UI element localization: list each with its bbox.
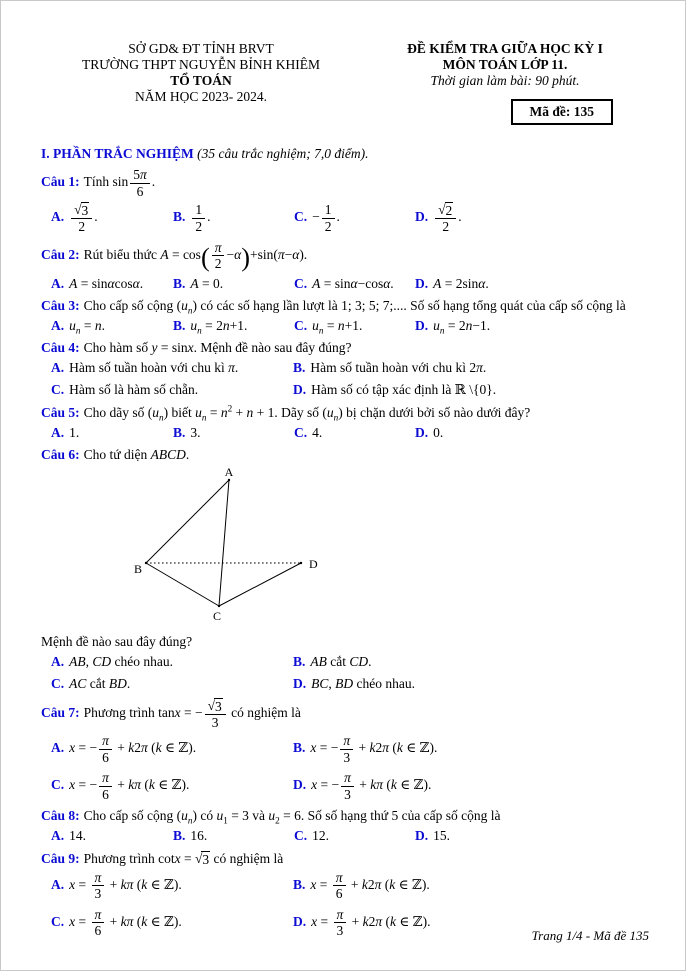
section-note: (35 câu trắc nghiệm; 7,0 điểm). [193, 146, 369, 161]
option-text: AB, CD chéo nhau. [69, 654, 173, 670]
option-letter: B. [293, 360, 306, 376]
option-letter: A. [51, 740, 65, 756]
question-1-text: Tính sin $\frac{5\pi}{6}$ . [83, 167, 156, 199]
question-5-option-c [294, 423, 415, 442]
question-7-option-d [293, 769, 649, 803]
question-1-option-a [51, 201, 173, 236]
question-5-text: Cho dãy số $(u_n)$ biết $u_n = n^2 + n + 1$. Dãy số $(u_n)$ bị chặn dưới bởi số nào dưới đây? [83, 403, 531, 423]
question-6-prompt: Mệnh đề nào sau đây đúng? [41, 634, 193, 650]
question-4-text: Cho hàm số y = sinx. Mệnh đề nào sau đây đúng? [83, 340, 352, 356]
option-text: 0. [433, 424, 444, 440]
question-7 [41, 697, 649, 804]
option-text: √ 2 2 . [433, 209, 462, 224]
vertex-label-D: D [309, 557, 318, 572]
question-2-option-b [173, 274, 294, 293]
option-letter: A. [51, 318, 65, 333]
edge-CD [219, 563, 301, 606]
option-text: A = sinα−cosα. [312, 275, 394, 291]
question-4-option-d [293, 380, 649, 399]
question-7-option-a [51, 732, 293, 766]
option-text: A = 0. [190, 275, 224, 291]
option-text: AC cắt BD. [69, 676, 131, 692]
question-6-option-d [293, 674, 649, 693]
edge-AB [146, 480, 229, 563]
option-letter: C. [51, 777, 65, 793]
question-7-number: Câu 7: [41, 704, 80, 720]
option-text: $u_n = n+1$. [312, 318, 363, 336]
vertex-label-C: C [212, 609, 222, 624]
option-letter: B. [173, 275, 186, 291]
question-7-option-c [51, 769, 293, 803]
option-text: x = $\frac{\pi}{3}$ + k2π (k ∈ ℤ). [311, 906, 431, 939]
question-9-option-b [293, 869, 649, 903]
exam-header [41, 41, 649, 125]
question-5-options [41, 423, 649, 442]
question-4-option-b [293, 358, 649, 377]
option-text: x = $\frac{\pi}{6}$ + kπ (k ∈ ℤ). [69, 906, 182, 939]
group-name: TỔ TOÁN [170, 73, 232, 88]
question-8-options [41, 826, 649, 845]
question-8-option-c [294, 826, 415, 845]
option-letter: C. [294, 424, 308, 440]
question-5-option-a [51, 423, 173, 442]
question-4-statement [41, 338, 649, 357]
option-text: x = $\frac{\pi}{6}$ + k2π (k ∈ ℤ). [310, 869, 430, 902]
question-3-option-c [294, 316, 415, 335]
question-3-option-b [173, 316, 294, 335]
question-4 [41, 338, 649, 399]
question-9-statement [41, 849, 649, 868]
question-1-options [41, 201, 649, 236]
question-6-option-b [293, 652, 649, 671]
header-left-block [41, 41, 361, 125]
school-name: TRƯỜNG THPT NGUYỄN BỈNH KHIÊM [82, 57, 320, 72]
option-text: 4. [312, 424, 323, 440]
question-9-number: Câu 9: [41, 850, 80, 866]
question-1-option-b [173, 201, 294, 236]
option-letter: C. [294, 828, 308, 844]
option-letter: D. [293, 382, 307, 398]
question-3-text: Cho cấp số cộng $(u_n)$ có các số hạng lần lượt là 1; 3; 5; 7;.... Số số hạng tổng quát của cấp số cộng là [83, 297, 626, 316]
question-5-statement [41, 403, 649, 422]
option-text: 12. [312, 828, 329, 844]
option-text: AB cắt CD. [310, 654, 372, 670]
question-6-statement [41, 445, 649, 464]
option-text: √ 3 2 . [69, 209, 98, 224]
school-year: NĂM HỌC 2023- 2024. [134, 89, 267, 104]
option-letter: B. [293, 654, 306, 670]
option-letter: D. [415, 318, 429, 333]
question-2 [41, 239, 649, 293]
question-8-option-b [173, 826, 294, 845]
option-letter: C. [51, 913, 65, 929]
question-4-number: Câu 4: [41, 340, 80, 356]
exam-code-box-wrap [361, 99, 613, 125]
question-3-statement [41, 296, 649, 315]
question-3-option-a [51, 316, 173, 335]
exam-title: ĐỀ KIỂM TRA GIỮA HỌC KỲ I [407, 41, 603, 56]
option-text: Hàm số có tập xác định là ℝ \{0}. [311, 382, 497, 398]
question-2-text: Rút biểu thức A = cos( $\frac{\pi}{2}$ −α)+sin(π−α). [83, 239, 308, 272]
question-9-option-c [51, 906, 293, 940]
option-text: x = − $\frac{\pi}{6}$ + kπ (k ∈ ℤ). [69, 770, 190, 802]
option-text: − $\frac{1}{2}$ . [312, 202, 340, 234]
option-letter: C. [51, 382, 65, 398]
option-letter: C. [294, 209, 308, 225]
tetrahedron-figure [96, 468, 649, 630]
option-letter: C. [294, 318, 308, 333]
option-text: A = sinαcosα. [69, 275, 144, 291]
vertex-C [218, 605, 220, 607]
option-letter: D. [293, 777, 307, 793]
section-heading [41, 144, 649, 163]
option-letter: D. [293, 913, 307, 929]
option-text: BC, BD chéo nhau. [311, 676, 415, 692]
option-text: x = − $\frac{\pi}{6}$ + k2π (k ∈ ℤ). [69, 733, 197, 765]
option-letter: A. [51, 209, 65, 225]
question-5-option-d [415, 423, 649, 442]
question-1-number: Câu 1: [41, 174, 80, 190]
question-2-option-d [415, 274, 649, 293]
option-text: 1. [69, 424, 80, 440]
question-9 [41, 849, 649, 940]
question-6 [41, 445, 649, 694]
option-letter: A. [51, 654, 65, 670]
questions [41, 166, 649, 940]
question-7-options [41, 732, 649, 803]
option-letter: D. [293, 676, 307, 692]
edge-BC [146, 563, 219, 606]
question-5 [41, 403, 649, 442]
option-letter: B. [293, 876, 306, 892]
question-3-options [41, 316, 649, 335]
option-letter: A. [51, 424, 65, 440]
option-letter: A. [51, 828, 65, 844]
option-text: $\frac{1}{2}$ . [190, 209, 210, 224]
option-text: Hàm số tuần hoàn với chu kì 2π. [310, 360, 487, 376]
question-3-option-d [415, 316, 649, 335]
option-text: Hàm số tuần hoàn với chu kì π. [69, 360, 239, 376]
option-letter: D. [415, 209, 429, 225]
question-9-option-a [51, 869, 293, 903]
vertex-label-A: A [224, 468, 234, 480]
exam-duration: Thời gian làm bài: 90 phút. [430, 73, 580, 88]
option-text: x = $\frac{\pi}{3}$ + kπ (k ∈ ℤ). [69, 869, 182, 902]
section-title: I. PHẦN TRẮC NGHIỆM [41, 146, 194, 161]
question-2-number: Câu 2: [41, 246, 80, 262]
option-letter: A. [51, 360, 65, 376]
option-letter: B. [173, 209, 186, 225]
option-letter: A. [51, 275, 65, 291]
question-8-text: Cho cấp số cộng $(u_n)$ có $u_1 = 3$ và $u_2 = 6$. Số số hạng thứ 5 của cấp số cộng là [83, 808, 501, 826]
question-7-option-b [293, 732, 649, 766]
question-1-option-d [415, 201, 649, 236]
question-2-option-c [294, 274, 415, 293]
option-letter: D. [415, 828, 429, 844]
option-text: x = − $\frac{\pi}{3}$ + kπ (k ∈ ℤ). [311, 770, 432, 802]
question-5-number: Câu 5: [41, 404, 80, 420]
page-footer: Trang 1/4 - Mã đề 135 [531, 928, 649, 943]
option-text: Hàm số là hàm số chẵn. [69, 382, 199, 398]
question-8-option-d [415, 826, 649, 845]
option-text: $u_n = n$. [69, 318, 105, 336]
question-8 [41, 806, 649, 845]
option-text: $u_n = 2n-1$. [433, 318, 491, 336]
option-text: A = 2sinα. [433, 275, 489, 291]
option-text: 16. [190, 828, 208, 844]
question-9-text: Phương trình cotx = √ 3 có nghiệm là [83, 850, 284, 867]
vertex-B [145, 562, 147, 564]
question-8-statement [41, 806, 649, 825]
option-text: $u_n = 2n+1$. [190, 318, 248, 336]
question-4-option-c [51, 380, 293, 399]
question-1 [41, 166, 649, 236]
question-2-statement [41, 239, 649, 273]
option-letter: B. [293, 740, 306, 756]
question-4-option-a [51, 358, 293, 377]
option-letter: C. [294, 275, 308, 291]
question-6-options [41, 652, 649, 693]
option-letter: D. [415, 424, 429, 440]
option-letter: A. [51, 876, 65, 892]
vertex-A [228, 479, 230, 481]
option-letter: C. [51, 676, 65, 692]
option-text: 14. [69, 828, 86, 844]
option-letter: B. [173, 318, 186, 333]
question-6-option-c [51, 674, 293, 693]
edge-AC [219, 480, 229, 606]
question-7-text: Phương trình tanx = − √ 3 3 có nghiệm là [83, 697, 301, 730]
question-6-number: Câu 6: [41, 446, 80, 462]
question-5-option-b [173, 423, 294, 442]
vertex-label-B: B [133, 562, 143, 577]
option-text: x = − $\frac{\pi}{3}$ + k2π (k ∈ ℤ). [310, 733, 438, 765]
question-2-options [41, 274, 649, 293]
question-1-statement [41, 166, 649, 200]
question-8-number: Câu 8: [41, 808, 80, 824]
option-text: 15. [433, 828, 450, 844]
question-7-statement [41, 697, 649, 732]
header-right-block [361, 41, 649, 125]
question-3-number: Câu 3: [41, 297, 80, 313]
exam-code-box: Mã đề: 135 [511, 99, 614, 125]
vertex-D [300, 562, 302, 564]
option-letter: D. [415, 275, 429, 291]
option-letter: B. [173, 828, 186, 844]
department-name: SỞ GD& ĐT TỈNH BRVT [128, 41, 274, 56]
option-letter: B. [173, 424, 186, 440]
question-1-option-c [294, 201, 415, 236]
question-2-option-a [51, 274, 173, 293]
exam-subject: MÔN TOÁN LỚP 11. [442, 57, 568, 72]
question-8-option-a [51, 826, 173, 845]
question-6-text: Cho tứ diện ABCD. [83, 446, 190, 462]
question-3 [41, 296, 649, 335]
option-text: 3. [190, 424, 201, 440]
question-4-options [41, 358, 649, 399]
question-6-option-a [51, 652, 293, 671]
